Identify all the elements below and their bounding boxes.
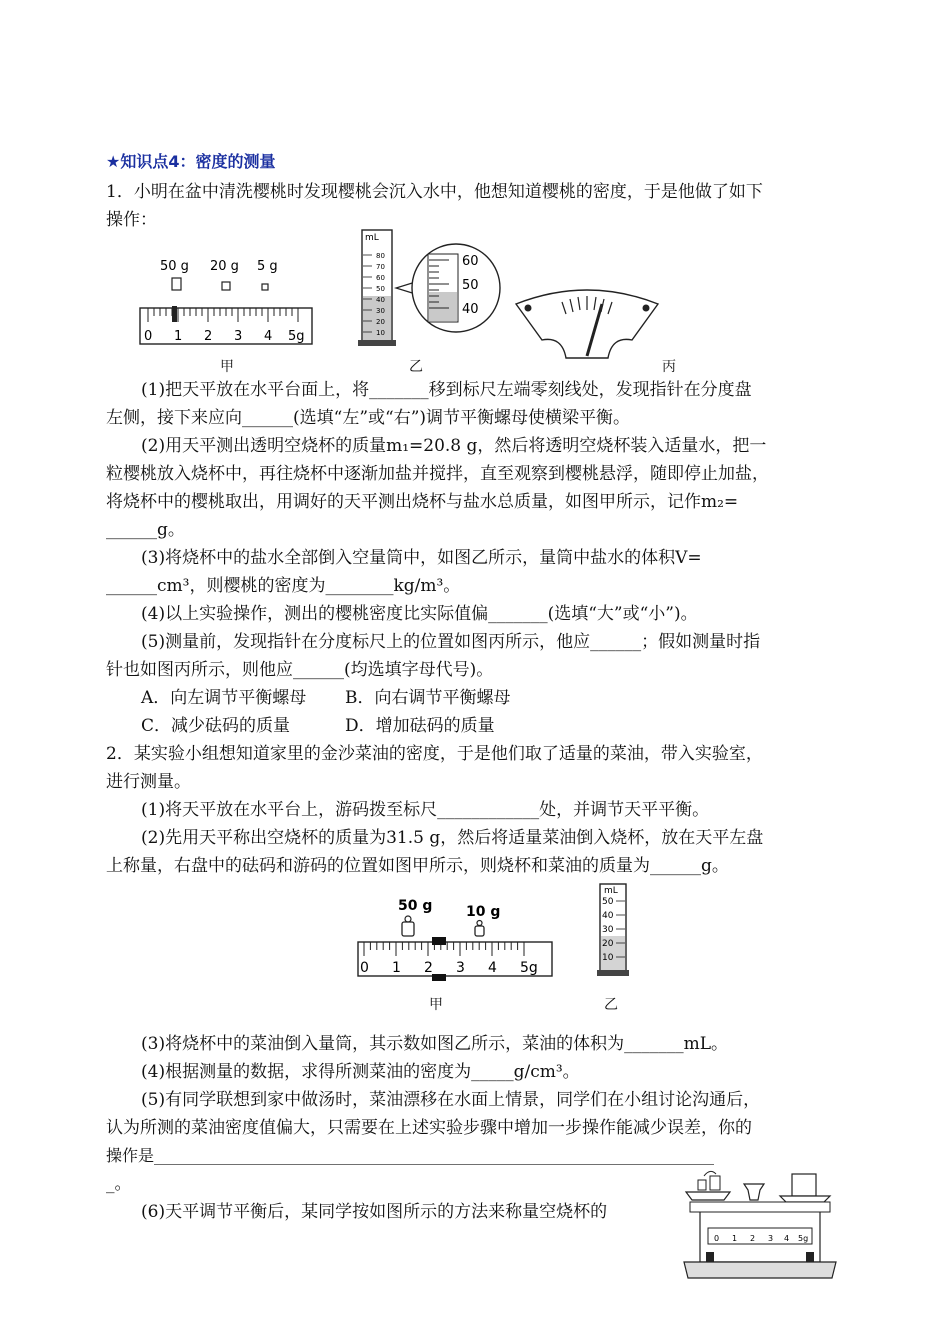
q2-p4-line1: (4)根据测量的数据，求得所测菜油的密度为_____g/cm³。 — [141, 1062, 580, 1082]
q2-cyl-10: 10 — [602, 953, 614, 963]
balance-scale-3: 3 — [768, 1234, 774, 1243]
q1-p3-line1: (3)将烧杯中的盐水全部倒入空量筒中，如图乙所示，量筒中盐水的体积V= — [141, 548, 702, 568]
q1-cyl-50: 50 — [376, 285, 385, 293]
q1-cyl-10: 10 — [376, 329, 385, 337]
section-heading: ★知识点4：密度的测量 — [106, 152, 276, 171]
balance-base — [684, 1262, 836, 1278]
q1-cyl-40: 40 — [376, 296, 385, 304]
left-pan — [686, 1192, 730, 1200]
q1-p1-line2: 左侧，接下来应向______(选填“左”或“右”)调节平衡螺母使横梁平衡。 — [106, 408, 631, 428]
q1-p2-line4: ______g。 — [106, 520, 185, 540]
q1-scale-1: 1 — [174, 329, 183, 344]
q1-p3-line2: ______cm³，则樱桃的密度为________kg/m³。 — [106, 576, 461, 596]
q2-p5-line4: _。 — [106, 1174, 132, 1194]
q1-label-bing: 丙 — [662, 359, 676, 375]
q2-label-jia: 甲 — [429, 997, 443, 1013]
q1-p2-line3: 将烧杯中的樱桃取出，用调好的天平测出烧杯与盐水总质量，如图甲所示，记作m₂= — [106, 492, 739, 512]
balance-scale-ruler — [708, 1228, 812, 1244]
balance-scale-4: 4 — [784, 1234, 790, 1243]
q1-cyl-70: 70 — [376, 263, 385, 271]
q2-p2-line1: (2)先用天平称出空烧杯的质量为31.5 g，然后将适量菜油倒入烧杯，放在天平左盘 — [141, 828, 764, 848]
q2-scale-3: 3 — [456, 960, 465, 976]
q1-p5-line1: (5)测量前，发现指针在分度标尺上的位置如图丙所示，他应______；假如测量时指 — [141, 632, 761, 652]
balance-beam — [690, 1202, 830, 1212]
q1-cyl-unit: mL — [365, 233, 379, 243]
q2-cylinder-base — [597, 970, 629, 976]
q1-cyl-30: 30 — [376, 307, 385, 315]
q2-p2-line2: 上称量，右盘中的砝码和游码的位置如图甲所示，则烧杯和菜油的质量为______g。 — [106, 856, 729, 876]
q1-label-jia: 甲 — [220, 359, 234, 375]
balance-scale-2: 2 — [750, 1234, 756, 1243]
q2-cyl-40: 40 — [602, 911, 614, 921]
weight-10-icon — [475, 921, 484, 937]
q2-p5-line1: (5)有同学联想到家中做汤时，菜油漂移在水面上情景，同学们在小组讨论沟通后， — [141, 1090, 761, 1110]
q1-weight-50: 50 g — [160, 259, 189, 274]
q2-figure-jia — [352, 892, 556, 984]
q1-scale-2: 2 — [204, 329, 213, 344]
balance-scale-5g: 5g — [798, 1234, 809, 1243]
q1-figure-yi — [352, 228, 502, 350]
balance-foot-right — [806, 1252, 814, 1262]
q2-cyl-20: 20 — [602, 939, 614, 949]
right-pan — [780, 1196, 830, 1202]
q2-cyl-unit: mL — [604, 886, 618, 896]
q1-option-c: C．减少砝码的质量 — [141, 716, 291, 736]
balance-scale-1: 1 — [732, 1234, 738, 1243]
q2-scale-5g: 5g — [520, 960, 538, 976]
q1-weight-20: 20 g — [210, 259, 239, 274]
q1-dial-screw-left — [525, 305, 532, 312]
q2-label-yi: 乙 — [604, 997, 618, 1013]
q1-p2-line1: (2)用天平测出透明空烧杯的质量m₁=20.8 g，然后将透明空烧杯装入适量水，把一 — [141, 436, 767, 456]
weight-50-icon — [172, 278, 181, 290]
q1-scale-5g: 5g — [288, 329, 305, 344]
q2-stem-line2: 进行测量。 — [106, 772, 191, 792]
q1-p4-line1: (4)以上实验操作，测出的樱桃密度比实际值偏_______(选填“大”或“小”)。 — [141, 604, 698, 624]
q2-scale-4: 4 — [488, 960, 497, 976]
weight-20-icon — [222, 282, 230, 290]
q1-label-yi: 乙 — [409, 359, 423, 375]
q2-p3-line1: (3)将烧杯中的菜油倒入量筒，其示数如图乙所示，菜油的体积为_______mL。 — [141, 1034, 728, 1054]
q1-zoom-50: 50 — [462, 278, 479, 293]
q1-cyl-20: 20 — [376, 318, 385, 326]
q1-rider — [172, 306, 177, 322]
q2-p5-line3: 操作是______________________________________________________________________ — [106, 1146, 715, 1165]
q1-cylinder-base — [358, 340, 396, 346]
q2-rider-top — [432, 937, 446, 945]
q1-stem-line2: 操作： — [106, 210, 157, 230]
q2-balance-figure — [680, 1166, 840, 1288]
balance-foot-left — [706, 1252, 714, 1262]
q2-p1-line1: (1)将天平放在水平台上，游码拨至标尺____________处，并调节天平平衡。 — [141, 800, 710, 820]
q1-option-b: B．向右调节平衡螺母 — [345, 688, 511, 708]
q2-cyl-50: 50 — [602, 897, 614, 907]
q1-dial-screw-right — [643, 305, 650, 312]
q1-stem-line1: 1．小明在盆中清洗樱桃时发现樱桃会沉入水中，他想知道樱桃的密度，于是他做了如下 — [106, 182, 763, 202]
q2-rider-bottom — [432, 974, 446, 981]
q2-stem-line1: 2．某实验小组想知道家里的金沙菜油的密度，于是他们取了适量的菜油，带入实验室， — [106, 744, 763, 764]
q1-scale-4: 4 — [264, 329, 273, 344]
q2-figure-yi — [594, 880, 634, 980]
weight-5-icon — [262, 284, 268, 290]
q1-p5-line2: 针也如图丙所示，则他应______(均选填字母代号)。 — [106, 660, 494, 680]
q1-figure-bing — [512, 282, 662, 362]
q2-weight-50: 50 g — [398, 898, 433, 914]
q1-cyl-80: 80 — [376, 252, 385, 260]
q1-weight-5: 5 g — [257, 259, 278, 274]
right-pan-cup — [792, 1174, 816, 1196]
q2-p5-line2: 认为所测的菜油密度值偏大，只需要在上述实验步骤中增加一步操作能减少误差，你的 — [106, 1118, 752, 1138]
q2-scale-1: 1 — [392, 960, 401, 976]
q1-p1-line1: (1)把天平放在水平台面上，将_______移到标尺左端零刻线处，发现指针在分度盘 — [141, 380, 752, 400]
weight-50-icon — [402, 916, 414, 936]
q1-scale-0: 0 — [144, 329, 153, 344]
beaker-on-balance — [744, 1184, 764, 1200]
q2-p6-line1: (6)天平调节平衡后，某同学按如图所示的方法来称量空烧杯的 — [141, 1202, 608, 1222]
q1-figure-jia — [138, 252, 318, 348]
q2-scale-2: 2 — [424, 960, 433, 976]
q1-p2-line2: 粒樱桃放入烧杯中，再往烧杯中逐渐加盐并搅拌，直至观察到樱桃悬浮，随即停止加盐， — [106, 464, 769, 484]
q1-zoom-60: 60 — [462, 254, 479, 269]
q1-zoom-40: 40 — [462, 302, 479, 317]
q2-weight-10: 10 g — [466, 904, 501, 920]
q2-scale-0: 0 — [360, 960, 369, 976]
q1-option-a: A．向左调节平衡螺母 — [141, 688, 307, 708]
q2-cyl-30: 30 — [602, 925, 614, 935]
left-pan-weights — [698, 1171, 720, 1190]
q1-option-d: D．增加砝码的质量 — [345, 716, 495, 736]
q1-scale-3: 3 — [234, 329, 243, 344]
balance-scale-0: 0 — [714, 1234, 720, 1243]
q1-cyl-60: 60 — [376, 274, 385, 282]
